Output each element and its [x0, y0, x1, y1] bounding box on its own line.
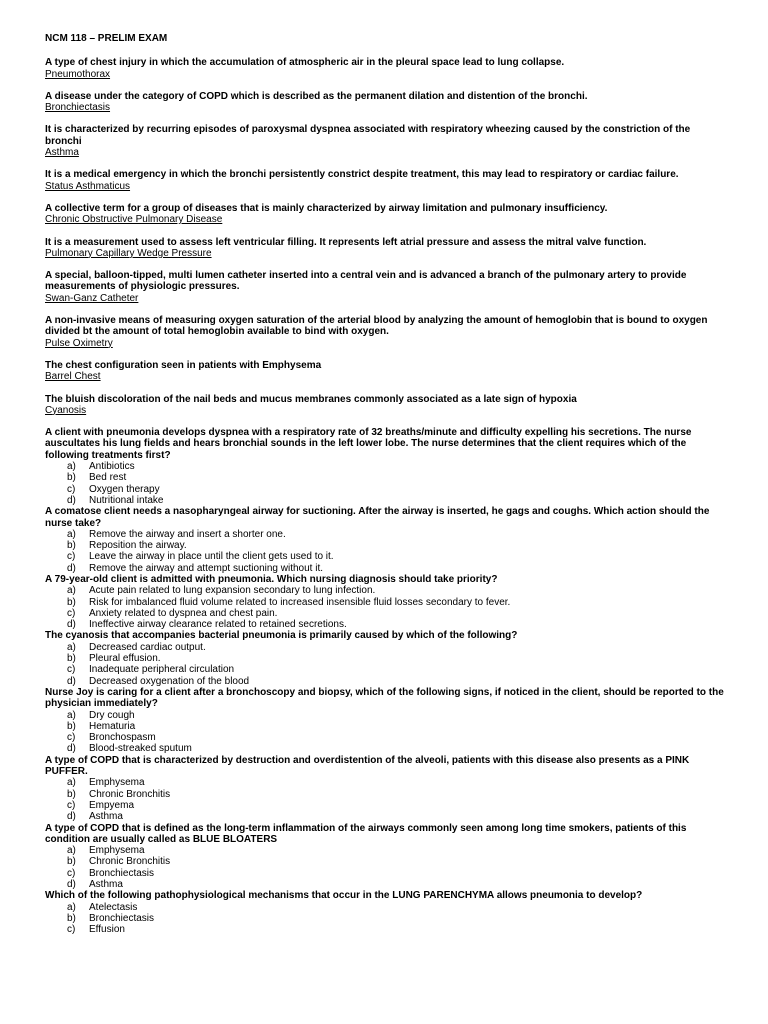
option-text: Remove the airway and insert a shorter one.: [89, 528, 286, 540]
mcq-option: [45, 868, 728, 879]
mcq-option: [45, 856, 728, 867]
mcq-item: [45, 630, 728, 686]
option-letter: c): [67, 664, 76, 676]
mcq-option: [45, 608, 728, 619]
mcq-option: [45, 664, 728, 675]
definition-item: [45, 57, 728, 80]
option-letter: c): [67, 867, 76, 879]
definition-answer: Bronchiectasis: [45, 102, 111, 114]
mcq-section: [45, 427, 728, 935]
option-text: Emphysema: [89, 845, 145, 857]
definition-question: A special, balloon-tipped, multi lumen catheter inserted into a central vein and is advanced a branch of the pulmonary artery to provide measurements of physiologic pressures.: [45, 270, 687, 293]
mcq-question: A client with pneumonia develops dyspnea with a respiratory rate of 32 breaths/minute and difficulty expelling his secretions. The nurse auscultates his lung fields and hears bronchial sounds in the left lower lobe. The nurse determines that the client requires which of the following treatments first?: [45, 427, 692, 461]
definition-item: [45, 169, 728, 192]
mcq-option: [45, 800, 728, 811]
mcq-question: A type of COPD that is defined as the long-term inflammation of the airways commonly seen among long time smokers, patients of this condition are usually called as BLUE BLOATERS: [45, 822, 687, 845]
option-text: Decreased cardiac output.: [89, 641, 206, 653]
definition-item: [45, 91, 728, 114]
mcq-item: [45, 687, 728, 755]
option-text: Bronchospasm: [89, 732, 156, 744]
mcq-option: [45, 529, 728, 540]
option-text: Pleural effusion.: [89, 653, 161, 665]
mcq-options: [45, 845, 728, 890]
definition-answer: Asthma: [45, 147, 79, 159]
option-letter: d): [67, 743, 76, 755]
mcq-item: [45, 427, 728, 506]
option-text: Leave the airway in place until the client gets used to it.: [89, 551, 334, 563]
mcq-option: [45, 710, 728, 721]
option-letter: c): [67, 483, 76, 495]
option-text: Ineffective airway clearance related to retained secretions.: [89, 619, 347, 631]
mcq-option: [45, 653, 728, 664]
option-letter: b): [67, 540, 76, 552]
definition-item: [45, 237, 728, 260]
mcq-option: [45, 461, 728, 472]
mcq-options: [45, 461, 728, 506]
option-letter: c): [67, 799, 76, 811]
option-letter: b): [67, 596, 76, 608]
definition-question: A type of chest injury in which the accumulation of atmospheric air in the pleural space lead to lung collapse.: [45, 57, 565, 69]
mcq-option: [45, 472, 728, 483]
mcq-option: [45, 777, 728, 788]
option-letter: c): [67, 551, 76, 563]
definition-answer: Cyanosis: [45, 404, 87, 416]
mcq-options: [45, 529, 728, 574]
definition-item: [45, 124, 728, 158]
option-letter: a): [67, 901, 76, 913]
option-text: Effusion: [89, 924, 125, 936]
definitions-section: [45, 57, 728, 416]
mcq-option: [45, 845, 728, 856]
mcq-option: [45, 924, 728, 935]
option-letter: d): [67, 811, 76, 823]
definition-question: A non-invasive means of measuring oxygen saturation of the arterial blood by analyzing the amount of hemoglobin that is bound to oxygen divided bt the amount of total hemoglobin available to bind with oxygen.: [45, 315, 708, 338]
option-text: Nutritional intake: [89, 494, 164, 506]
option-text: Anxiety related to dyspnea and chest pain.: [89, 607, 278, 619]
mcq-option: [45, 484, 728, 495]
mcq-option: [45, 597, 728, 608]
mcq-options: [45, 710, 728, 755]
option-letter: a): [67, 641, 76, 653]
mcq-question: Which of the following pathophysiological mechanisms that occur in the LUNG PARENCHYMA allows pneumonia to develop?: [45, 890, 643, 902]
mcq-option: [45, 732, 728, 743]
option-text: Bronchiectasis: [89, 867, 155, 879]
option-letter: b): [67, 653, 76, 665]
definition-question: It is characterized by recurring episodes of paroxysmal dyspnea associated with respiratory wheezing caused by the constriction of the bronchi: [45, 124, 691, 147]
option-letter: b): [67, 788, 76, 800]
option-letter: d): [67, 494, 76, 506]
option-text: Decreased oxygenation of the blood: [89, 675, 250, 687]
mcq-option: [45, 913, 728, 924]
mcq-option: [45, 902, 728, 913]
option-text: Inadequate peripheral circulation: [89, 664, 235, 676]
definition-item: [45, 270, 728, 304]
definition-answer: Status Asthmaticus: [45, 180, 131, 192]
option-text: Bed rest: [89, 472, 127, 484]
definition-question: A collective term for a group of diseases that is mainly characterized by airway limitation and pulmonary insufficiency.: [45, 202, 608, 214]
option-letter: b): [67, 720, 76, 732]
option-letter: c): [67, 607, 76, 619]
option-letter: b): [67, 912, 76, 924]
mcq-question: A comatose client needs a nasopharyngeal airway for suctioning. After the airway is inserted, he gags and coughs. Which action should the nurse take?: [45, 506, 710, 529]
option-text: Chronic Bronchitis: [89, 788, 171, 800]
definition-item: [45, 203, 728, 226]
option-text: Acute pain related to lung expansion secondary to lung infection.: [89, 585, 376, 597]
mcq-option: [45, 585, 728, 596]
option-text: Atelectasis: [89, 901, 138, 913]
mcq-option: [45, 551, 728, 562]
option-text: Asthma: [89, 811, 123, 823]
definition-question: The chest configuration seen in patients with Emphysema: [45, 359, 322, 371]
mcq-question: Nurse Joy is caring for a client after a bronchoscopy and biopsy, which of the following signs, if noticed in the client, should be reported to the physician immediately?: [45, 686, 724, 710]
mcq-item: [45, 755, 728, 823]
mcq-item: [45, 574, 728, 630]
option-letter: a): [67, 845, 76, 857]
mcq-option: [45, 563, 728, 574]
option-text: Chronic Bronchitis: [89, 856, 171, 868]
definition-question: It is a measurement used to assess left ventricular filling. It represents left atrial pressure and assess the mitral valve function.: [45, 236, 647, 248]
option-text: Dry cough: [89, 709, 135, 721]
option-letter: d): [67, 675, 76, 687]
option-text: Reposition the airway.: [89, 540, 187, 552]
definition-question: A disease under the category of COPD which is described as the permanent dilation and distention of the bronchi.: [45, 90, 588, 102]
option-letter: a): [67, 709, 76, 721]
option-text: Risk for imbalanced fluid volume related to increased insensible fluid losses secondary to fever.: [89, 596, 511, 608]
page-title: NCM 118 – PRELIM EXAM: [45, 33, 168, 44]
definition-answer: Pulmonary Capillary Wedge Pressure: [45, 247, 212, 259]
option-letter: a): [67, 528, 76, 540]
mcq-options: [45, 642, 728, 687]
option-text: Antibiotics: [89, 461, 135, 473]
mcq-question: The cyanosis that accompanies bacterial pneumonia is primarily caused by which of the following?: [45, 630, 518, 642]
option-letter: d): [67, 619, 76, 631]
definition-answer: Pneumothorax: [45, 68, 111, 80]
option-text: Bronchiectasis: [89, 912, 155, 924]
mcq-item: [45, 506, 728, 574]
option-letter: b): [67, 856, 76, 868]
option-letter: d): [67, 562, 76, 574]
option-text: Emphysema: [89, 777, 145, 789]
option-letter: d): [67, 879, 76, 890]
mcq-option: [45, 721, 728, 732]
mcq-question: A type of COPD that is characterized by destruction and overdistention of the alveoli, patients with this disease also presents as a PINK PUFFER.: [45, 754, 690, 778]
definition-question: It is a medical emergency in which the bronchi persistently constrict despite treatment, this may lead to respiratory or cardiac failure.: [45, 169, 679, 181]
mcq-option: [45, 789, 728, 800]
definition-answer: Pulse Oximetry: [45, 337, 113, 349]
option-letter: a): [67, 461, 76, 473]
mcq-option: [45, 495, 728, 506]
option-letter: b): [67, 472, 76, 484]
mcq-item: [45, 890, 728, 935]
mcq-option: [45, 619, 728, 630]
mcq-option: [45, 879, 728, 890]
definition-answer: Swan-Ganz Catheter: [45, 292, 139, 304]
definition-item: [45, 315, 728, 349]
option-text: Oxygen therapy: [89, 483, 160, 495]
option-letter: c): [67, 924, 76, 936]
option-text: Empyema: [89, 799, 135, 811]
option-letter: c): [67, 732, 76, 744]
definition-answer: Barrel Chest: [45, 371, 101, 383]
option-letter: a): [67, 585, 76, 597]
option-text: Asthma: [89, 879, 123, 890]
mcq-option: [45, 642, 728, 653]
option-letter: a): [67, 777, 76, 789]
mcq-options: [45, 585, 728, 630]
definition-item: [45, 360, 728, 383]
definition-item: [45, 394, 728, 417]
mcq-option: [45, 811, 728, 822]
mcq-option: [45, 540, 728, 551]
mcq-options: [45, 777, 728, 822]
option-text: Blood-streaked sputum: [89, 743, 192, 755]
option-text: Remove the airway and attempt suctioning without it.: [89, 562, 324, 574]
mcq-question: A 79-year-old client is admitted with pneumonia. Which nursing diagnosis should take priority?: [45, 573, 498, 585]
mcq-option: [45, 676, 728, 687]
definition-question: The bluish discoloration of the nail beds and mucus membranes commonly associated as a late sign of hypoxia: [45, 393, 577, 405]
mcq-options: [45, 902, 728, 936]
mcq-item: [45, 823, 728, 891]
mcq-option: [45, 743, 728, 754]
definition-answer: Chronic Obstructive Pulmonary Disease: [45, 214, 223, 226]
option-text: Hematuria: [89, 720, 136, 732]
